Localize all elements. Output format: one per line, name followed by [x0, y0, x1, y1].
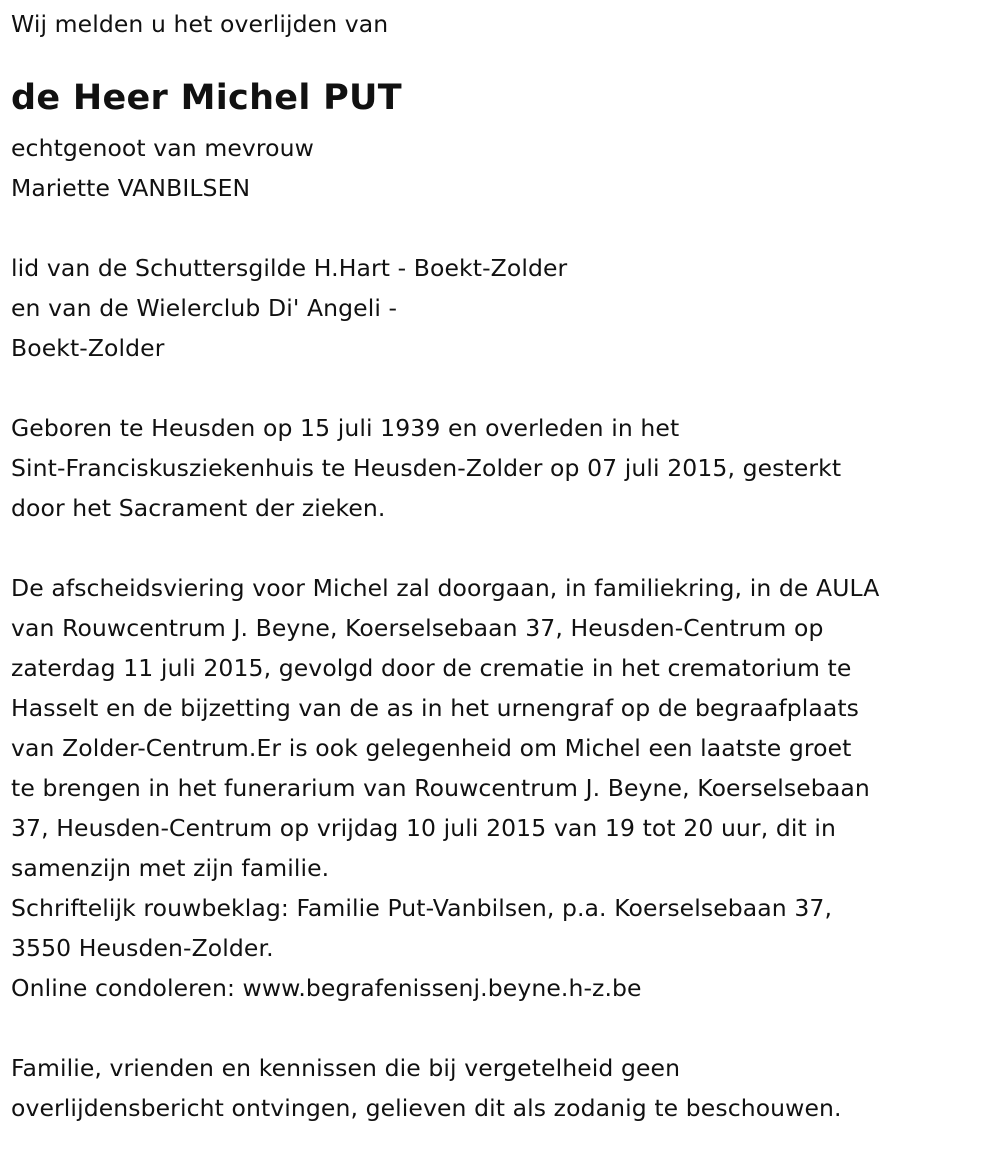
ceremony-line: zaterdag 11 juli 2015, gevolgd door de crematie in het crematorium te — [11, 654, 852, 682]
ceremony-line: van Rouwcentrum J. Beyne, Koerselsebaan 37, Heusden-Centrum op — [11, 614, 824, 642]
spouse-section — [11, 128, 996, 208]
spacer — [11, 368, 996, 408]
condolence-address-line: Schriftelijk rouwbeklag: Familie Put-Vanbilsen, p.a. Koerselsebaan 37, — [11, 894, 833, 922]
spacer — [11, 1008, 996, 1048]
ceremony-line: 37, Heusden-Centrum op vrijdag 10 juli 2015 van 19 tot 20 uur, dit in — [11, 814, 836, 842]
ceremony-line: De afscheidsviering voor Michel zal doorgaan, in familiekring, in de AULA — [11, 574, 880, 602]
ceremony-line: te brengen in het funerarium van Rouwcentrum J. Beyne, Koerselsebaan — [11, 774, 870, 802]
deceased-name: de Heer Michel PUT — [11, 78, 402, 118]
birth-death-section — [11, 408, 996, 528]
birth-death-line: Sint-Franciskusziekenhuis te Heusden-Zolder op 07 juli 2015, gesterkt — [11, 454, 842, 482]
spouse-line: Mariette VANBILSEN — [11, 174, 251, 202]
closing-line: overlijdensbericht ontvingen, gelieven dit als zodanig te beschouwen. — [11, 1094, 842, 1122]
condolence-address-line: 3550 Heusden-Zolder. — [11, 934, 274, 962]
spacer — [11, 528, 996, 568]
ceremony-line: Hasselt en de bijzetting van de as in het urnengraf op de begraafplaats — [11, 694, 860, 722]
ceremony-line: samenzijn met zijn familie. — [11, 854, 330, 882]
spacer — [11, 208, 996, 248]
membership-line: Boekt-Zolder — [11, 334, 165, 362]
closing-section — [11, 1048, 996, 1128]
obituary-notice — [11, 4, 996, 1128]
membership-line: en van de Wielerclub Di' Angeli - — [11, 294, 398, 322]
birth-death-line: door het Sacrament der zieken. — [11, 494, 386, 522]
ceremony-line: van Zolder-Centrum.Er is ook gelegenheid om Michel een laatste groet — [11, 734, 852, 762]
ceremony-section — [11, 568, 996, 1008]
membership-section — [11, 248, 996, 368]
birth-death-line: Geboren te Heusden op 15 juli 1939 en overleden in het — [11, 414, 680, 442]
online-condolence-line: Online condoleren: www.begrafenissenj.beyne.h-z.be — [11, 974, 642, 1002]
intro-text: Wij melden u het overlijden van — [11, 10, 389, 38]
closing-line: Familie, vrienden en kennissen die bij vergetelheid geen — [11, 1054, 681, 1082]
membership-line: lid van de Schuttersgilde H.Hart - Boekt-Zolder — [11, 254, 568, 282]
spouse-line: echtgenoot van mevrouw — [11, 134, 314, 162]
